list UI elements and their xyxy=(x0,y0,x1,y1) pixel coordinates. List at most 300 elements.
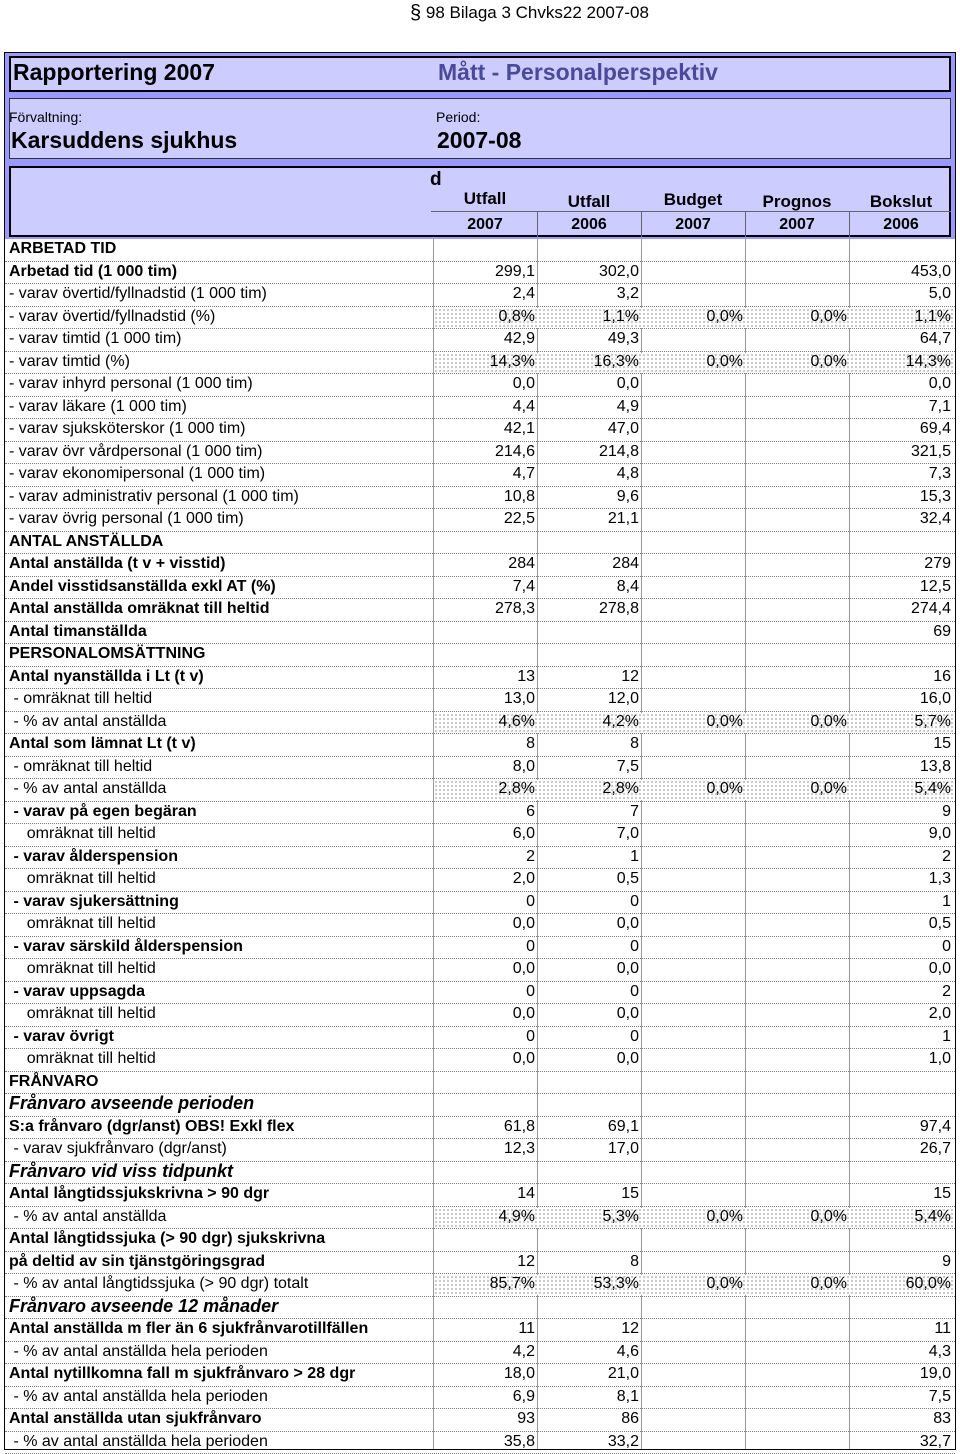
cell-col-4: 1,3 xyxy=(928,870,951,887)
table-row xyxy=(5,239,955,262)
cell-col-1: 0,0 xyxy=(616,375,639,392)
cell-col-0: 8,0 xyxy=(512,757,535,775)
cell-col-0: 12,3 xyxy=(503,1140,535,1157)
cell-col-1: 7 xyxy=(630,802,639,820)
cell-col-3 xyxy=(746,825,850,845)
cell-col-0: 10,8 xyxy=(503,487,535,505)
row-label: Frånvaro avseende 12 månader xyxy=(9,1295,279,1316)
row-label: Antal anställda omräknat till heltid xyxy=(9,600,270,617)
cell-col-1: 49,3 xyxy=(607,330,639,347)
period-label: Period: xyxy=(436,109,481,125)
cell-col-2 xyxy=(642,915,746,935)
header-col-divider xyxy=(849,211,850,237)
cell-col-2: 0,0% xyxy=(642,1275,746,1295)
row-label: Arbetad tid (1 000 tim) xyxy=(9,262,178,280)
cell-col-4: 15 xyxy=(933,1185,951,1202)
table-row xyxy=(5,667,955,690)
cell-col-3: 0,0% xyxy=(746,353,850,373)
cell-col-1: 284 xyxy=(612,555,639,572)
row-label: Antal anställda (t v + visstid) xyxy=(9,555,226,572)
row-label: - omräknat till heltid xyxy=(9,690,153,707)
cell-col-1: 0 xyxy=(630,937,639,955)
cell-col-4: 9 xyxy=(942,1252,951,1270)
row-label: Antal långtidssjukskrivna > 90 dgr xyxy=(9,1185,270,1202)
cell-col-1: 0 xyxy=(630,1027,639,1045)
table-row xyxy=(5,914,955,937)
cell-col-2 xyxy=(642,443,746,463)
table-row xyxy=(5,937,955,960)
table-row xyxy=(5,622,955,645)
table-row xyxy=(5,1162,955,1185)
table-row xyxy=(5,779,955,802)
cell-col-3: 0,0% xyxy=(746,1275,850,1295)
cell-col-4: 16,0 xyxy=(919,690,951,707)
row-label: - % av antal anställda xyxy=(9,1207,167,1225)
cell-col-4 xyxy=(850,645,954,665)
cell-col-3 xyxy=(746,1343,850,1363)
cell-col-0: 284 xyxy=(508,555,535,572)
cell-col-3 xyxy=(746,285,850,305)
row-label: omräknat till heltid xyxy=(9,870,156,887)
cell-col-1: 86 xyxy=(621,1410,639,1427)
cell-col-2 xyxy=(642,825,746,845)
cell-col-1: 21,0 xyxy=(607,1365,639,1382)
cell-col-1 xyxy=(538,1230,642,1250)
cell-col-3 xyxy=(746,915,850,935)
row-label: Antal timanställda xyxy=(9,622,147,640)
cell-col-0: 0,0 xyxy=(512,960,535,977)
cell-col-0: 35,8 xyxy=(503,1432,535,1450)
cell-col-3 xyxy=(746,1163,850,1183)
cell-col-0: 11 xyxy=(518,1320,535,1337)
row-label: på deltid av sin tjänstgöringsgrad xyxy=(9,1252,266,1270)
cell-col-3 xyxy=(746,240,850,260)
cell-col-4: 1 xyxy=(942,892,951,910)
cell-col-0: 0 xyxy=(526,937,535,955)
cell-col-4: 453,0 xyxy=(910,262,951,280)
cell-col-3 xyxy=(746,938,850,958)
cell-col-2 xyxy=(642,735,746,755)
cell-col-0: 278,3 xyxy=(494,600,535,617)
cell-col-1 xyxy=(538,1073,642,1093)
cell-col-1: 2,8% xyxy=(538,780,642,800)
table-row xyxy=(5,802,955,825)
cell-col-1: 53,3% xyxy=(538,1275,642,1295)
cell-col-0 xyxy=(434,1163,538,1183)
cell-col-4: 0 xyxy=(942,937,951,955)
cell-col-1: 8,1 xyxy=(616,1387,639,1405)
cell-col-3 xyxy=(746,1185,850,1205)
cell-col-3 xyxy=(746,735,850,755)
cell-col-2 xyxy=(642,533,746,553)
cell-col-4: 16 xyxy=(933,667,951,685)
table-row xyxy=(5,824,955,847)
table-row xyxy=(5,1139,955,1162)
cell-col-1: 17,0 xyxy=(607,1140,639,1157)
cell-col-0: 0,0 xyxy=(512,375,535,392)
cell-col-1: 0 xyxy=(630,982,639,1000)
table-row xyxy=(5,442,955,465)
cell-col-1 xyxy=(538,645,642,665)
row-label: - varav övrig personal (1 000 tim) xyxy=(9,510,244,527)
cell-col-4: 19,0 xyxy=(919,1365,951,1382)
row-label: Antal anställda m fler än 6 sjukfrånvarotillfällen xyxy=(9,1320,369,1337)
cell-col-4: 321,5 xyxy=(910,442,951,460)
cell-col-0: 2,4 xyxy=(512,285,535,302)
cell-col-3 xyxy=(746,578,850,598)
table-row xyxy=(5,1274,955,1297)
cell-col-3 xyxy=(746,555,850,575)
cell-col-3 xyxy=(746,645,850,665)
row-label: - varav uppsagda xyxy=(9,982,146,1000)
cell-col-2 xyxy=(642,1073,746,1093)
cell-col-0: 0,8% xyxy=(434,308,538,328)
cell-col-1: 15 xyxy=(621,1185,639,1202)
cell-col-0: 13 xyxy=(517,667,535,685)
cell-col-1: 16,3% xyxy=(538,353,642,373)
row-label: omräknat till heltid xyxy=(9,825,156,842)
cell-col-2 xyxy=(642,1410,746,1430)
cell-col-1: 47,0 xyxy=(607,420,639,437)
table-row xyxy=(5,509,955,532)
cell-col-2 xyxy=(642,375,746,395)
cell-col-3 xyxy=(746,263,850,283)
col-header-3: Prognos xyxy=(762,192,832,211)
row-label: - varav inhyrd personal (1 000 tim) xyxy=(9,375,253,392)
cell-col-0: 2,0 xyxy=(512,870,535,887)
row-label: Antal långtidssjuka (> 90 dgr) sjukskrivna xyxy=(9,1230,326,1247)
cell-col-4: 7,1 xyxy=(928,397,951,415)
table-row xyxy=(5,1207,955,1230)
cell-col-1: 3,2 xyxy=(616,285,639,302)
cell-col-3 xyxy=(746,668,850,688)
cell-col-0 xyxy=(434,1230,538,1250)
cell-col-0 xyxy=(434,1298,538,1318)
table-row xyxy=(5,1072,955,1095)
cell-col-2 xyxy=(642,1185,746,1205)
cell-col-1 xyxy=(538,240,642,260)
cell-col-2 xyxy=(642,960,746,980)
cell-col-4: 1,1% xyxy=(850,308,954,328)
row-label: - varav ekonomipersonal (1 000 tim) xyxy=(9,465,266,482)
cell-col-2 xyxy=(642,848,746,868)
cell-col-2 xyxy=(642,1388,746,1408)
table-row xyxy=(5,1049,955,1072)
cell-col-1 xyxy=(538,1298,642,1318)
cell-col-2 xyxy=(642,330,746,350)
cell-col-4: 14,3% xyxy=(850,353,954,373)
col-year-3: 2007 xyxy=(779,216,815,233)
report-title: Rapportering 2007 xyxy=(13,59,215,85)
cell-col-3 xyxy=(746,533,850,553)
table-row xyxy=(5,1342,955,1365)
cell-col-3 xyxy=(746,758,850,778)
cell-col-2 xyxy=(642,1005,746,1025)
row-label: omräknat till heltid xyxy=(9,960,156,977)
table-row xyxy=(5,1432,955,1454)
table-row xyxy=(5,644,955,667)
cell-col-3 xyxy=(746,1095,850,1115)
forvaltning-value: Karsuddens sjukhus xyxy=(11,127,238,153)
cell-col-1: 8 xyxy=(630,735,639,752)
cell-col-2 xyxy=(642,240,746,260)
header-col-divider xyxy=(537,211,538,237)
cell-col-2: 0,0% xyxy=(642,308,746,328)
table-row xyxy=(5,892,955,915)
cell-col-0 xyxy=(434,240,538,260)
row-label: - omräknat till heltid xyxy=(9,757,153,775)
cell-col-3 xyxy=(746,1028,850,1048)
cell-col-0: 2,8% xyxy=(434,780,538,800)
cell-col-4: 11 xyxy=(934,1320,951,1337)
cell-col-1: 0 xyxy=(630,892,639,910)
row-label: omräknat till heltid xyxy=(9,1050,156,1067)
cell-col-0: 14 xyxy=(517,1185,535,1202)
cell-col-0 xyxy=(434,623,538,643)
cell-col-3 xyxy=(746,1140,850,1160)
cell-col-0 xyxy=(434,533,538,553)
row-label: PERSONALOMSÄTTNING xyxy=(9,645,206,662)
cell-col-4: 13,8 xyxy=(919,757,951,775)
cell-col-3 xyxy=(746,983,850,1003)
cell-col-1: 4,6 xyxy=(616,1342,639,1360)
cell-col-3: 0,0% xyxy=(746,780,850,800)
cell-col-2 xyxy=(642,758,746,778)
cell-col-2 xyxy=(642,1140,746,1160)
table-row xyxy=(5,1094,955,1117)
cell-col-4: 15 xyxy=(933,735,951,752)
cell-col-3 xyxy=(746,443,850,463)
table-row xyxy=(5,1364,955,1387)
cell-col-4: 26,7 xyxy=(919,1140,951,1157)
cell-col-0 xyxy=(434,1073,538,1093)
cell-col-4: 69,4 xyxy=(919,420,951,437)
table-row xyxy=(5,262,955,285)
cell-col-1: 0,5 xyxy=(616,870,639,887)
table-row xyxy=(5,1027,955,1050)
cell-col-2 xyxy=(642,578,746,598)
cell-col-4 xyxy=(850,1163,954,1183)
cell-col-4: 7,3 xyxy=(928,465,951,482)
cell-col-0: 4,6% xyxy=(434,713,538,733)
cell-col-3 xyxy=(746,1050,850,1070)
cell-col-0: 4,9% xyxy=(434,1208,538,1228)
cell-col-1: 214,8 xyxy=(598,442,639,460)
cell-col-4: 7,5 xyxy=(928,1387,951,1405)
cell-col-1: 69,1 xyxy=(607,1117,639,1135)
row-label: - varav läkare (1 000 tim) xyxy=(9,397,187,415)
row-label: - % av antal anställda hela perioden xyxy=(9,1387,268,1405)
col-year-4: 2006 xyxy=(883,216,919,233)
cell-col-0: 214,6 xyxy=(494,442,535,460)
cell-col-3 xyxy=(746,1388,850,1408)
cell-col-3 xyxy=(746,1005,850,1025)
cell-col-0: 6,9 xyxy=(512,1387,535,1405)
row-label: - varav sjuksköterskor (1 000 tim) xyxy=(9,420,246,437)
cell-col-3 xyxy=(746,330,850,350)
cell-col-0: 85,7% xyxy=(434,1275,538,1295)
cell-col-4 xyxy=(850,240,954,260)
cell-col-4: 0,5 xyxy=(928,915,951,932)
table-row xyxy=(5,1319,955,1342)
cell-col-2 xyxy=(642,555,746,575)
row-label: Frånvaro avseende perioden xyxy=(9,1093,255,1113)
cell-col-3 xyxy=(746,375,850,395)
cell-col-0: 42,9 xyxy=(503,330,535,347)
cell-col-4: 2,0 xyxy=(928,1005,951,1022)
cell-col-0: 42,1 xyxy=(503,420,535,437)
cell-col-3 xyxy=(746,1253,850,1273)
cell-col-2 xyxy=(642,938,746,958)
cell-col-4: 97,4 xyxy=(919,1117,951,1135)
cell-col-0 xyxy=(434,645,538,665)
cell-col-3 xyxy=(746,510,850,530)
cell-col-4: 12,5 xyxy=(919,577,951,595)
cell-col-3 xyxy=(746,893,850,913)
cell-col-0: 6,0 xyxy=(512,825,535,842)
cell-col-4: 2 xyxy=(942,847,951,865)
cell-col-2 xyxy=(642,1343,746,1363)
cell-col-0: 61,8 xyxy=(503,1117,535,1135)
cell-col-3 xyxy=(746,465,850,485)
row-label: Antal anställda utan sjukfrånvaro xyxy=(9,1410,262,1427)
cell-col-4: 5,0 xyxy=(928,285,951,302)
cell-col-3 xyxy=(746,1320,850,1340)
cell-col-2 xyxy=(642,1433,746,1453)
table-row xyxy=(5,1387,955,1410)
cell-col-4: 32,4 xyxy=(919,510,951,527)
cell-col-1: 4,8 xyxy=(616,465,639,482)
table-row xyxy=(5,982,955,1005)
cell-col-4: 32,7 xyxy=(919,1432,951,1450)
table-row xyxy=(5,757,955,780)
cell-col-2 xyxy=(642,1365,746,1385)
header-stub: d xyxy=(430,169,442,190)
cell-col-4: 2 xyxy=(942,982,951,1000)
cell-col-0: 4,4 xyxy=(512,397,535,415)
cell-col-3: 0,0% xyxy=(746,1208,850,1228)
cell-col-4 xyxy=(850,533,954,553)
table-row xyxy=(5,487,955,510)
table-row xyxy=(5,1117,955,1140)
cell-col-4: 69 xyxy=(933,622,951,640)
row-label: - % av antal anställda xyxy=(9,780,167,797)
cell-col-0: 0,0 xyxy=(512,1050,535,1067)
row-label: omräknat till heltid xyxy=(9,1005,156,1022)
table-row xyxy=(5,554,955,577)
cell-col-2 xyxy=(642,1050,746,1070)
row-label: - varav sjukersättning xyxy=(9,892,179,910)
cell-col-2 xyxy=(642,1118,746,1138)
cell-col-1: 278,8 xyxy=(598,600,639,617)
cell-col-3 xyxy=(746,1365,850,1385)
report-frame xyxy=(4,52,956,1450)
row-label: - varav sjukfrånvaro (dgr/anst) xyxy=(9,1140,227,1157)
cell-col-0: 14,3% xyxy=(434,353,538,373)
col-header-1: Utfall xyxy=(567,192,611,211)
cell-col-1: 4,9 xyxy=(616,397,639,415)
cell-col-1 xyxy=(538,533,642,553)
cell-col-1: 8,4 xyxy=(616,577,639,595)
table-row xyxy=(5,1229,955,1252)
cell-col-2: 0,0% xyxy=(642,780,746,800)
table-row xyxy=(5,352,955,375)
cell-col-3 xyxy=(746,803,850,823)
cell-col-2 xyxy=(642,668,746,688)
cell-col-2 xyxy=(642,600,746,620)
cell-col-4: 83 xyxy=(933,1410,951,1427)
cell-col-4: 15,3 xyxy=(919,487,951,505)
table-row xyxy=(5,284,955,307)
cell-col-1: 0,0 xyxy=(616,960,639,977)
cell-col-0: 6 xyxy=(526,802,535,820)
cell-col-1 xyxy=(538,623,642,643)
table-row xyxy=(5,397,955,420)
table-row xyxy=(5,1297,955,1320)
cell-col-3 xyxy=(746,690,850,710)
cell-col-1: 5,3% xyxy=(538,1208,642,1228)
row-label: Andel visstidsanställda exkl AT (%) xyxy=(9,577,276,595)
cell-col-2 xyxy=(642,488,746,508)
cell-col-3: 0,0% xyxy=(746,713,850,733)
row-label: - % av antal anställda xyxy=(9,712,167,730)
cell-col-4 xyxy=(850,1073,954,1093)
table-row xyxy=(5,464,955,487)
period-value: 2007-08 xyxy=(437,127,522,153)
cell-col-0: 0,0 xyxy=(512,915,535,932)
table-row xyxy=(5,577,955,600)
col-year-2: 2007 xyxy=(675,216,711,233)
row-label: - varav administrativ personal (1 000 tim) xyxy=(9,487,299,505)
cell-col-2 xyxy=(642,1163,746,1183)
cell-col-2 xyxy=(642,1320,746,1340)
row-label: Antal nyanställda i Lt (t v) xyxy=(9,667,204,685)
cell-col-2 xyxy=(642,1028,746,1048)
cell-col-0: 22,5 xyxy=(503,510,535,527)
cell-col-1: 0,0 xyxy=(616,1050,639,1067)
cell-col-4: 279 xyxy=(924,555,951,572)
row-label: FRÅNVARO xyxy=(9,1072,99,1090)
cell-col-3 xyxy=(746,960,850,980)
cell-col-1: 4,2% xyxy=(538,713,642,733)
table-row xyxy=(5,374,955,397)
cell-col-4: 1,0 xyxy=(928,1050,951,1067)
table-row xyxy=(5,712,955,735)
row-label: Antal nytillkomna fall m sjukfrånvaro > 28 dgr xyxy=(9,1365,356,1382)
table-row xyxy=(5,599,955,622)
cell-col-3 xyxy=(746,870,850,890)
cell-col-0: 7,4 xyxy=(512,577,535,595)
cell-col-3: 0,0% xyxy=(746,308,850,328)
cell-col-0: 0 xyxy=(526,982,535,1000)
cell-col-4: 0,0 xyxy=(928,960,951,977)
report-table xyxy=(5,239,955,1454)
cell-col-3 xyxy=(746,1433,850,1453)
cell-col-0 xyxy=(434,1095,538,1115)
cell-col-0: 0 xyxy=(526,892,535,910)
cell-col-1: 12 xyxy=(621,1320,639,1337)
cell-col-2 xyxy=(642,623,746,643)
row-label: - varav särskild ålderspension xyxy=(9,937,243,955)
cell-col-1: 8 xyxy=(630,1252,639,1270)
page-header-text: 98 Bilaga 3 Chvks22 2007-08 xyxy=(425,3,649,22)
cell-col-4: 9,0 xyxy=(928,825,951,842)
cell-col-1: 1,1% xyxy=(538,308,642,328)
row-label: - varav timtid (%) xyxy=(9,352,130,370)
cell-col-4: 4,3 xyxy=(928,1342,951,1360)
cell-col-1: 7,5 xyxy=(616,757,639,775)
header-col-divider xyxy=(745,211,746,237)
